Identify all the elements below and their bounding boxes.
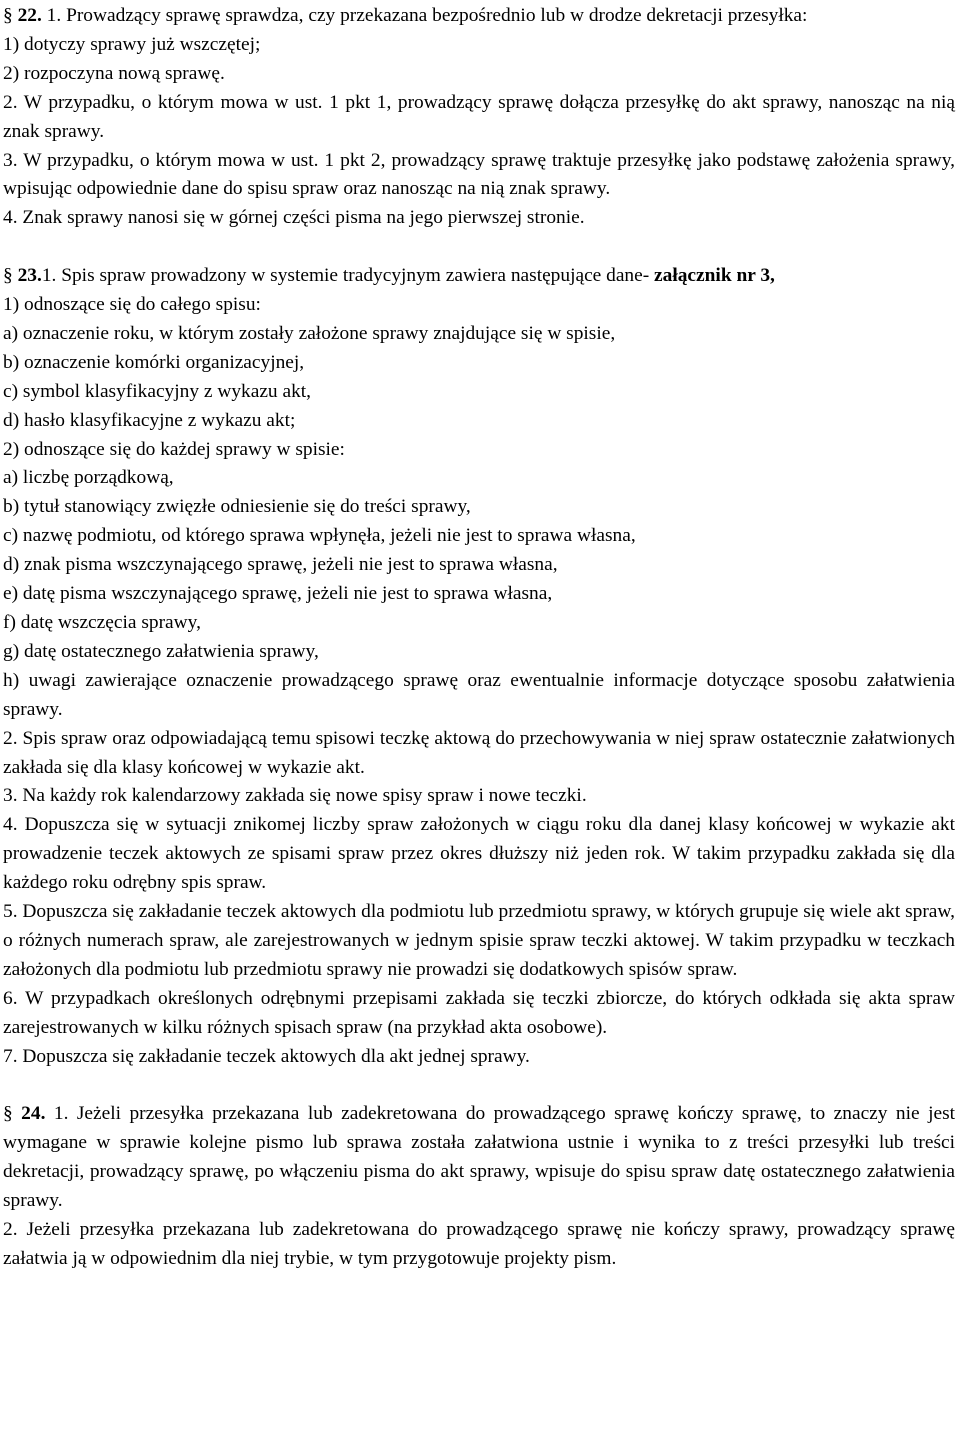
item-text: 1. Prowadzący sprawę sprawdza, czy przekazana bezpośrednio lub w drodze dekretacji przesyłka:	[46, 5, 808, 26]
paragraph: 4. Znak sprawy nanosi się w górnej części pisma na jego pierwszej stronie.	[3, 207, 585, 229]
paragraph: 1) dotyczy sprawy już wszczętej;	[3, 33, 261, 55]
section-23	[3, 262, 955, 1071]
paragraph: 3. Na każdy rok kalendarzowy zakłada się nowe spisy spraw i nowe teczki.	[3, 785, 587, 807]
paragraph: a) oznaczenie roku, w którym zostały założone sprawy znajdujące się w spisie,	[3, 322, 616, 344]
section-number: 22.	[17, 5, 42, 26]
paragraph: 2. W przypadku, o którym mowa w ust. 1 pkt 1, prowadzący sprawę dołącza przesyłkę do akt sprawy, nanosząc na nią znak sprawy.	[3, 91, 955, 142]
section-sign: §	[3, 5, 13, 26]
section-number: 23.	[17, 265, 42, 287]
paragraph: 1) odnoszące się do całego spisu:	[3, 294, 261, 316]
section-24	[3, 1100, 955, 1273]
paragraph: 2. Spis spraw oraz odpowiadającą temu spisowi teczkę aktową do przechowywania w niej spraw ostatecznie załatwionych zakłada się dla klasy końcowej w wykazie akt.	[3, 727, 955, 778]
paragraph: 5. Dopuszcza się zakładanie teczek aktowych dla podmiotu lub przedmiotu sprawy, w których grupuje się wiele akt spraw, o różnych numerach spraw, ale zarejestrowanych w jednym spisie spraw teczki aktowej. W takim przypadku w teczkach założonych dla podmiotu lub przedmiotu sprawy nie prowadzi się dodatkowych spisów spraw.	[3, 901, 955, 980]
section-22	[3, 2, 955, 233]
blank-line	[3, 233, 955, 262]
section-sign: §	[3, 1103, 13, 1125]
paragraph: 6. W przypadkach określonych odrębnymi przepisami zakłada się teczki zbiorcze, do których odkłada się akta spraw zarejestrowanych w kilku różnych spisach spraw (na przykład akta osobowe).	[3, 987, 955, 1038]
paragraph	[3, 262, 955, 291]
paragraph: g) datę ostatecznego załatwienia sprawy,	[3, 640, 319, 662]
paragraph: c) symbol klasyfikacyjny z wykazu akt,	[3, 380, 312, 402]
blank-line	[3, 1072, 955, 1101]
paragraph: d) znak pisma wszczynającego sprawę, jeżeli nie jest to sprawa własna,	[3, 554, 558, 576]
section-sign: §	[3, 265, 13, 287]
paragraph: 3. W przypadku, o którym mowa w ust. 1 pkt 2, prowadzący sprawę traktuje przesyłkę jako podstawę założenia sprawy, wpisując odpowiednie dane do spisu spraw oraz nanosząc na nią znak sprawy.	[3, 149, 955, 200]
paragraph: 2) rozpoczyna nową sprawę.	[3, 62, 225, 84]
paragraph: b) oznaczenie komórki organizacyjnej,	[3, 351, 305, 373]
section-number: 24.	[21, 1103, 46, 1125]
paragraph: a) liczbę porządkową,	[3, 467, 174, 489]
item-text: 1. Jeżeli przesyłka przekazana lub zadekretowana do prowadzącego sprawę kończy sprawę, to znaczy nie jest wymagane w sprawie kolejne pismo lub sprawa została załatwiona ustnie i wynika to z treści przesyłki lub treści dekretacji, prowadzący sprawę, po włączeniu pisma do akt sprawy, wpisuje do spisu spraw datę ostatecznego załatwienia sprawy.	[3, 1103, 956, 1212]
paragraph: 2) odnoszące się do każdej sprawy w spisie:	[3, 438, 345, 460]
paragraph: 4. Dopuszcza się w sytuacji znikomej liczby spraw założonych w ciągu roku dla danej klasy końcowej w wykazie akt prowadzenie teczek aktowych ze spisami spraw przez okres dłuższy niż jeden rok. W takim przypadku zakłada się dla każdego roku odrębny spis spraw.	[3, 814, 955, 894]
paragraph: e) datę pisma wszczynającego sprawę, jeżeli nie jest to sprawa własna,	[3, 583, 553, 605]
paragraph: d) hasło klasyfikacyjne z wykazu akt;	[3, 409, 296, 431]
paragraph: b) tytuł stanowiący zwięzłe odniesienie się do treści sprawy,	[3, 496, 471, 518]
paragraph	[3, 2, 955, 31]
attachment-reference: załącznik nr 3,	[654, 265, 775, 287]
paragraph	[3, 1100, 955, 1216]
paragraph: h) uwagi zawierające oznaczenie prowadzącego sprawę oraz ewentualnie informacje dotyczące sposobu załatwienia sprawy.	[3, 669, 955, 720]
document-page	[3, 2, 955, 1274]
paragraph: c) nazwę podmiotu, od którego sprawa wpłynęła, jeżeli nie jest to sprawa własna,	[3, 525, 636, 547]
paragraph: 2. Jeżeli przesyłka przekazana lub zadekretowana do prowadzącego sprawę nie kończy sprawy, prowadzący sprawę załatwia ją w odpowiednim dla niej trybie, w tym przygotowuje projekty pism.	[3, 1219, 955, 1269]
paragraph: 7. Dopuszcza się zakładanie teczek aktowych dla akt jednej sprawy.	[3, 1045, 530, 1067]
paragraph: f) datę wszczęcia sprawy,	[3, 612, 201, 634]
item-text: 1. Spis spraw prowadzony w systemie tradycyjnym zawiera następujące dane-	[41, 265, 655, 287]
